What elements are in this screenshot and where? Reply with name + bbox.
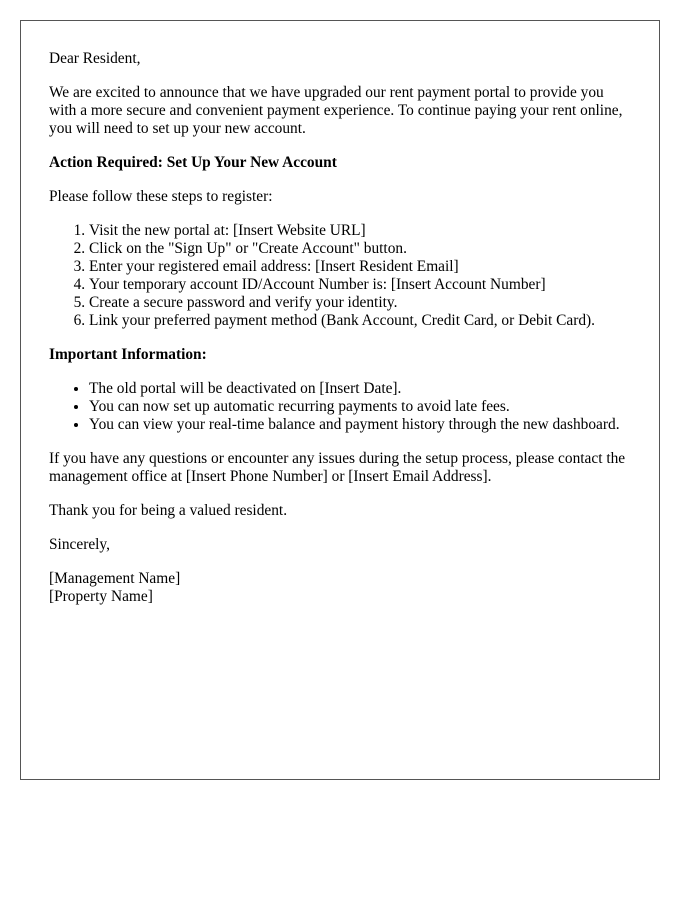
signature-block (49, 570, 631, 606)
list-item: 1. Visit the new portal at: [Insert Website URL] (89, 222, 631, 240)
action-required-heading: Action Required: Set Up Your New Account (49, 154, 337, 171)
intro-paragraph: We are excited to announce that we have upgraded our rent payment portal to provide you with a more secure and convenient payment experience. To continue paying your rent online, you will need to set up your new account. (49, 84, 623, 137)
list-item: • You can now set up automatic recurring payments to avoid late fees. (89, 398, 631, 416)
letter-document (20, 20, 660, 780)
list-item: 2. Click on the "Sign Up" or "Create Account" button. (89, 240, 631, 258)
thanks-line: Thank you for being a valued resident. (49, 502, 288, 519)
list-item: 3. Enter your registered email address: [Insert Resident Email] (89, 258, 631, 276)
list-item: • You can view your real-time balance and payment history through the new dashboard. (89, 416, 631, 434)
closing: Sincerely, (49, 536, 110, 553)
contact-paragraph: If you have any questions or encounter any issues during the setup process, please contact the management office at [Insert Phone Number] or [Insert Email Address]. (49, 450, 626, 485)
important-info-heading: Important Information: (49, 346, 207, 363)
greeting: Dear Resident, (49, 50, 141, 67)
signature-property: [Property Name] (49, 588, 153, 605)
steps-intro: Please follow these steps to register: (49, 188, 273, 205)
list-item: • The old portal will be deactivated on [Insert Date]. (89, 380, 631, 398)
list-item: 5. Create a secure password and verify your identity. (89, 294, 631, 312)
signature-name: [Management Name] (49, 570, 181, 587)
important-info-list (49, 380, 631, 434)
list-item: 6. Link your preferred payment method (Bank Account, Credit Card, or Debit Card). (89, 312, 631, 330)
registration-steps-list (49, 222, 631, 330)
list-item: 4. Your temporary account ID/Account Number is: [Insert Account Number] (89, 276, 631, 294)
